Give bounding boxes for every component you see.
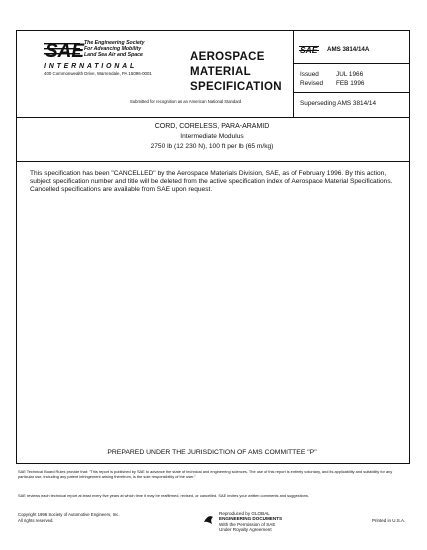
header-divider <box>16 117 410 118</box>
issued-date: JUL 1966 <box>336 71 364 78</box>
sae-small-logo-icon <box>299 42 319 58</box>
subject-rating: 2750 lb (12 230 N), 100 ft per lb (65 m/kg) <box>150 143 274 150</box>
stamp-line: Under Royalty Agreement <box>219 527 272 533</box>
superseding-divider <box>293 92 410 93</box>
sae-logo-icon <box>44 38 85 62</box>
footer-technical-board-rules: SAE Technical Board Rules provide that: "This report is published by SAE to advance the state of technical and engineering sciences. The use of this report is entirely voluntary, and its applicability and suitability for any particular use, including any patent infringement arising therefrom, is the sole responsibility of the user." <box>18 469 393 480</box>
subject-divider <box>16 161 410 162</box>
title-line: SPECIFICATION <box>190 81 282 93</box>
ams-number: AMS 3814/14A <box>327 46 370 53</box>
copyright <box>18 512 120 523</box>
subject-subtitle: Intermediate Modulus <box>180 133 244 140</box>
revised-label: Revised <box>300 80 324 87</box>
society-tagline <box>84 40 148 58</box>
printed-in: Printed in U.S.A. <box>372 518 406 523</box>
tagline-line: The Engineering Society <box>84 40 145 46</box>
subject-title: CORD, CORELESS, PARA-ARAMID <box>154 123 270 130</box>
cancellation-notice: This specification has been "CANCELLED" by the Aerospace Materials Division, SAE, as of February 1996. By this action, subject specification number and title will be deleted from the active specification index of Aerospace Material Specifications. Cancelled specifications are available from SAE upon request. <box>30 170 393 194</box>
committee-note: PREPARED UNDER THE JURISDICTION OF AMS COMMITTEE "P" <box>107 449 317 456</box>
stamp-line: ENGINEERING DOCUMENTS <box>219 516 283 522</box>
superseding-note: Superseding AMS 3814/14 <box>300 100 377 107</box>
svg-text:SAE: SAE <box>45 41 85 62</box>
issued-label: Issued <box>300 71 319 78</box>
reproduction-stamp <box>219 511 282 533</box>
international-wordmark: INTERNATIONAL <box>44 63 138 70</box>
stamp-line: With the Permission of SAE <box>219 521 276 527</box>
revised-date: FEB 1996 <box>336 80 365 87</box>
tagline-line: Land Sea Air and Space <box>84 52 143 58</box>
ams-number-divider <box>293 63 410 64</box>
title-line: AEROSPACE <box>190 51 265 63</box>
ansi-submission-note: Submitted for recognition as an American National Standard <box>130 99 242 104</box>
sae-address: 400 Commonwealth Drive, Warrendale, PA 15096-0001 <box>44 71 152 76</box>
svg-text:SAE: SAE <box>300 45 318 55</box>
footer-review-note: SAE reviews each technical report at least every five years at which time it may be reaffirmed, revised, or cancelled. SAE invites your written comments and suggestions. <box>18 493 309 498</box>
tagline-line: For Advancing Mobility <box>84 46 142 52</box>
copyright-line: All rights reserved. <box>18 517 54 523</box>
document-title <box>190 50 282 95</box>
global-stamp-icon <box>203 513 214 525</box>
copyright-line: Copyright 1996 Society of Automotive Engineers, Inc. <box>18 512 120 517</box>
title-line: MATERIAL <box>190 66 251 78</box>
stamp-line: Reproduced by GLOBAL <box>219 511 270 516</box>
